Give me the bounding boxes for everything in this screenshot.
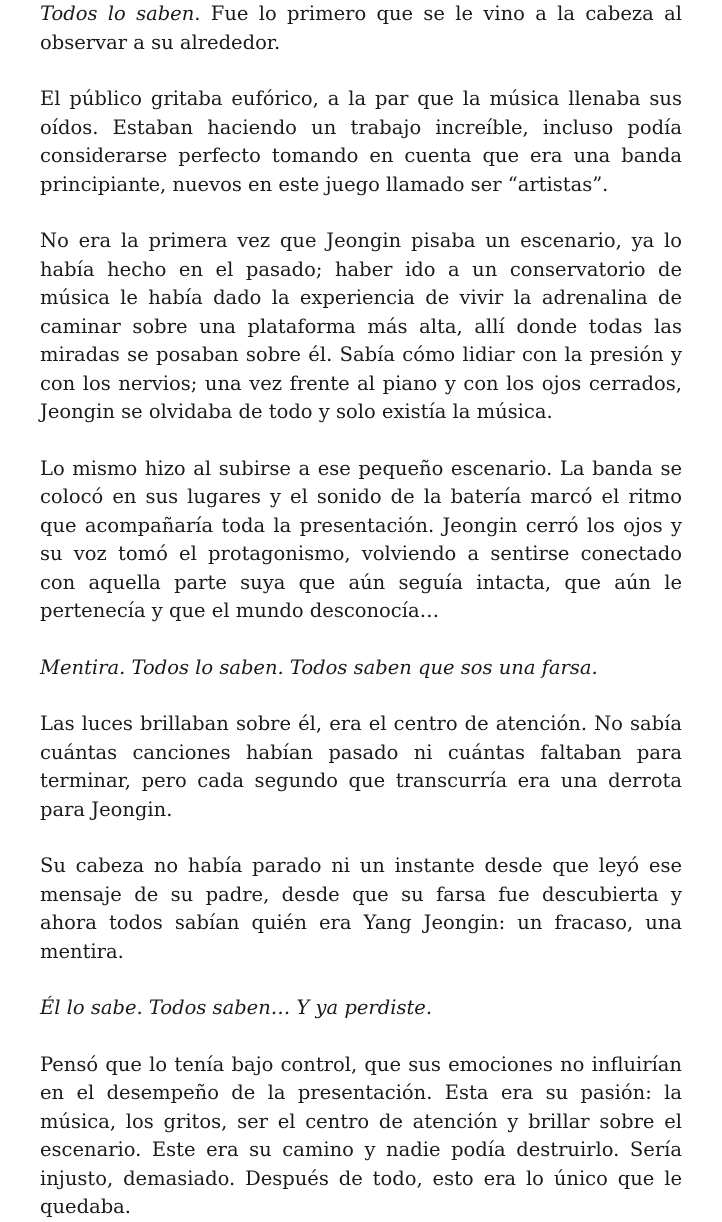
- paragraph-2: El público gritaba eufórico, a la par que la música llenaba sus oídos. Estaban haciendo un trabajo increíble, incluso podía considerarse perfecto tomando en cuenta que era una banda principiante, nuevos en este juego llamado ser “artistas”.: [40, 87, 682, 196]
- paragraph-1: [40, 0, 682, 57]
- paragraph-gap: [40, 1023, 682, 1051]
- paragraph-3: No era la primera vez que Jeongin pisaba un escenario, ya lo había hecho en el pasado; haber ido a un conservatorio de música le había dado la experiencia de vivir la adrenalina de caminar sobre una plataforma más alta, allí donde todas las miradas se posaban sobre él. Sabía cómo lidiar con la presión y con los nervios; una vez frente al piano y con los ojos cerrados, Jeongin se olvidaba de todo y solo existía la música.: [40, 229, 682, 423]
- paragraph-gap: [40, 682, 682, 710]
- paragraph-5-italic-text: Mentira. Todos lo saben. Todos saben que sos una farsa.: [40, 655, 598, 679]
- paragraph-8-italic: [40, 994, 682, 1023]
- paragraph-7: Su cabeza no había parado ni un instante desde que leyó ese mensaje de su padre, desde que su farsa fue descubierta y ahora todos sabían quién era Yang Jeongin: un fracaso, una mentira.: [40, 854, 682, 963]
- paragraph-4: Lo mismo hizo al subirse a ese pequeño escenario. La banda se colocó en sus lugares y el sonido de la batería marcó el ritmo que acompañaría toda la presentación. Jeongin cerró los ojos y su voz tomó el protagonismo, volviendo a sentirse conectado con aquella parte suya que aún seguía intacta, que aún le pertenecía y que el mundo desconocía…: [40, 456, 682, 622]
- paragraph-6: Las luces brillaban sobre él, era el centro de atención. No sabía cuántas canciones habían pasado ni cuántas faltaban para terminar, pero cada segundo que transcurría era una derrota para Jeongin.: [40, 712, 682, 821]
- paragraph-gap: [40, 199, 682, 227]
- paragraph-gap: [40, 824, 682, 852]
- paragraph-gap: [40, 57, 682, 85]
- paragraph-8-italic-text: Él lo sabe. Todos saben… Y ya perdiste.: [40, 996, 433, 1019]
- paragraph-5-italic: [40, 654, 682, 683]
- paragraph-1-italic-lead: Todos lo saben: [40, 2, 195, 25]
- paragraph-gap: [40, 626, 682, 654]
- paragraph-9: Pensó que lo tenía bajo control, que sus emociones no influirían en el desempeño de la presentación. Esta era su pasión: la música, los gritos, ser el centro de atención y brillar sobre el escenario. Este era su camino y nadie podía destruirlo. Sería injusto, demasiado. Después de todo, esto era lo único que le quedaba.: [40, 1052, 682, 1218]
- paragraph-1-text: . Fue lo primero que se le vino a la cabeza al observar a su alrededor.: [40, 2, 682, 54]
- paragraph-gap: [40, 427, 682, 455]
- paragraph-gap: [40, 966, 682, 994]
